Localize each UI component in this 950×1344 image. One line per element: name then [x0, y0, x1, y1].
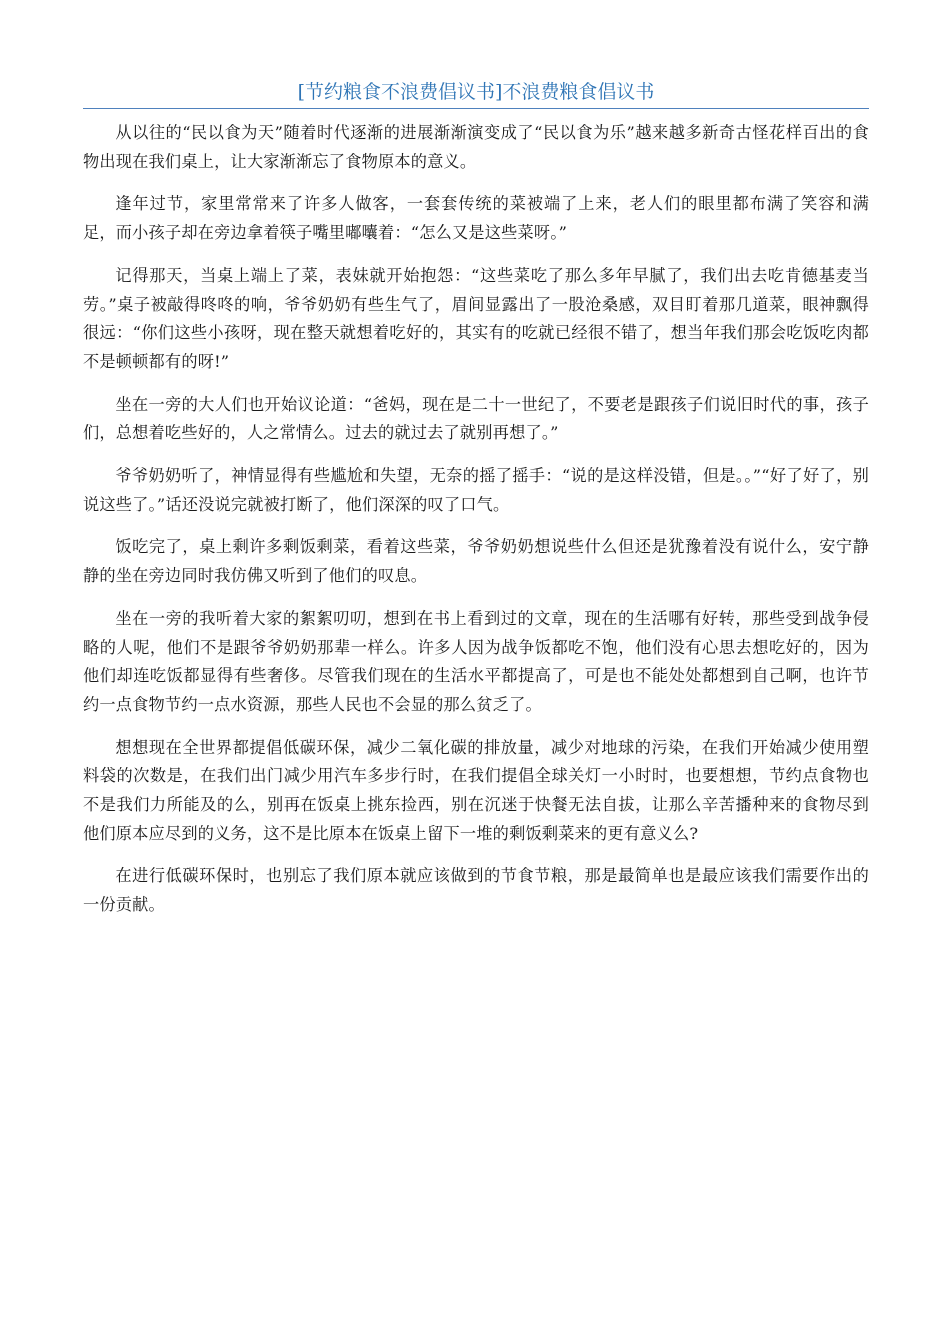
paragraph-7: 坐在一旁的我听着大家的絮絮叨叨，想到在书上看到过的文章，现在的生活哪有好转，那些受到战争侵略的人呢，他们不是跟爷爷奶奶那辈一样么。许多人因为战争饭都吃不饱，他们没有心思去想吃好的，因为他们却连吃饭都显得有些奢侈。尽管我们现在的生活水平都提高了，可是也不能处处都想到自己啊，也许节约一点食物节约一点水资源，那些人民也不会显的那么贫乏了。 — [83, 608, 869, 714]
document-title-bar — [83, 78, 869, 109]
paragraph-1: 从以往的“民以食为天”随着时代逐渐的进展渐渐演变成了“民以食为乐”越来越多新奇古怪花样百出的食物出现在我们桌上，让大家渐渐忘了食物原本的意义。 — [83, 123, 869, 171]
document-body — [83, 119, 869, 920]
paragraph-3: 记得那天，当桌上端上了菜，表妹就开始抱怨：“这些菜吃了那么多年早腻了，我们出去吃肯德基麦当劳。”桌子被敲得咚咚的响，爷爷奶奶有些生气了，眉间显露出了一股沧桑感，双目盯着那几道菜，眼神飘得很远：“你们这些小孩呀，现在整天就想着吃好的，其实有的吃就已经很不错了，想当年我们那会吃饭吃肉都不是顿顿都有的呀!” — [83, 265, 869, 371]
paragraph-2: 逢年过节，家里常常来了许多人做客，一套套传统的菜被端了上来，老人们的眼里都布满了笑容和满足，而小孩子却在旁边拿着筷子嘴里嘟囔着：“怎么又是这些菜呀。” — [83, 194, 869, 243]
paragraph-6: 饭吃完了，桌上剩许多剩饭剩菜，看着这些菜，爷爷奶奶想说些什么但还是犹豫着没有说什么，安宁静静的坐在旁边同时我仿佛又听到了他们的叹息。 — [83, 537, 869, 586]
document-title: [节约粮食不浪费倡议书]不浪费粮食倡议书 — [297, 81, 655, 103]
paragraph-4: 坐在一旁的大人们也开始议论道：“爸妈，现在是二十一世纪了，不要老是跟孩子们说旧时代的事，孩子们，总想着吃些好的，人之常情么。过去的就过去了就别再想了。” — [83, 394, 869, 443]
paragraph-5: 爷爷奶奶听了，神情显得有些尴尬和失望，无奈的摇了摇手：“说的是这样没错，但是。。”“好了好了，别说这些了。”话还没说完就被打断了，他们深深的叹了口气。 — [83, 466, 869, 514]
paragraph-8: 想想现在全世界都提倡低碳环保，减少二氧化碳的排放量，减少对地球的污染，在我们开始减少使用塑料袋的次数是，在我们出门减少用汽车多步行时，在我们提倡全球关灯一小时时，也要想想，节约点食物也不是我们力所能及的么，别再在饭桌上挑东捡西，别在沉迷于快餐无法自拔，让那么辛苦播种来的食物尽到他们原本应尽到的义务，这不是比原本在饭桌上留下一堆的剩饭剩菜来的更有意义么? — [83, 737, 869, 843]
document-page — [83, 78, 869, 920]
paragraph-9: 在进行低碳环保时，也别忘了我们原本就应该做到的节食节粮，那是最简单也是最应该我们需要作出的一份贡献。 — [83, 866, 869, 915]
